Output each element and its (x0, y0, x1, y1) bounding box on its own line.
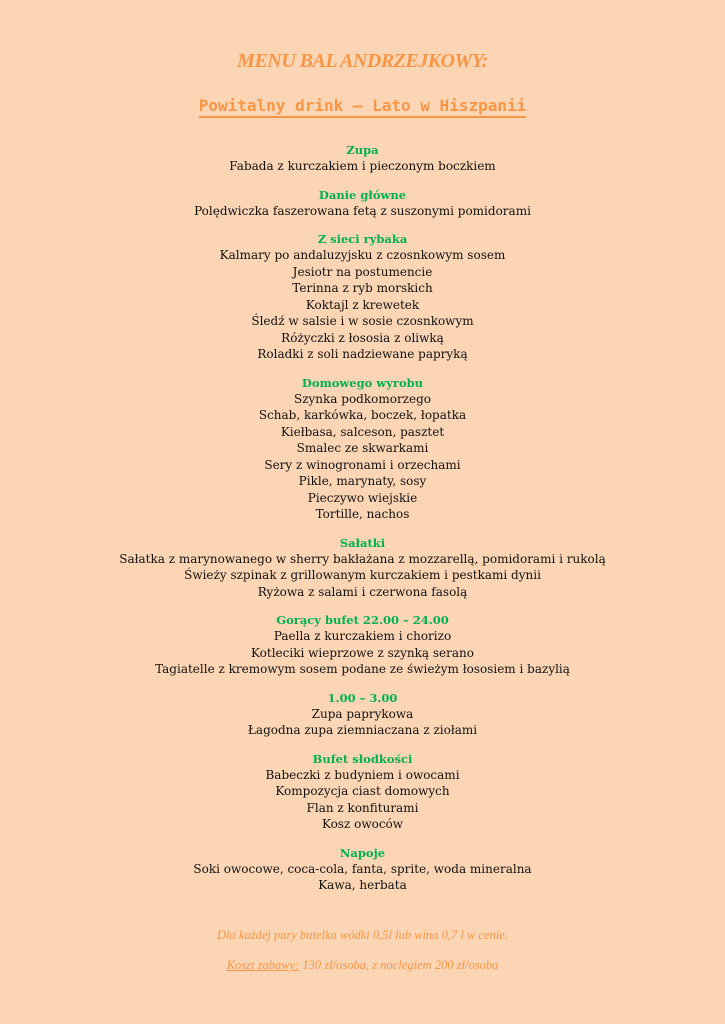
menu-item: Roladki z soli nadziewane papryką (257, 347, 468, 361)
menu-item: Tortille, nachos (315, 507, 410, 521)
menu-item: Soki owocowe, coca-cola, fanta, sprite, woda mineralna (193, 861, 532, 876)
menu-item: Smalec ze skwarkami (296, 441, 429, 455)
menu-section (0, 751, 725, 833)
section-title: 1.00 – 3.00 (327, 690, 398, 705)
menu-item: Flan z konfiturami (306, 800, 419, 815)
menu-item: Kiełbasa, salceson, pasztet (280, 424, 445, 439)
menu-item: Szynka podkomorzego (293, 391, 432, 406)
section-title: Domowego wyrobu (301, 375, 424, 390)
menu-item: Tagiatelle z kremowym sosem podane ze świeżym łososiem i bazylią (155, 662, 570, 676)
menu-item: Świeży szpinak z grillowanym kurczakiem i pestkami dynii (184, 568, 541, 582)
menu-item: Fabada z kurczakiem i pieczonym boczkiem (229, 159, 496, 173)
cost-label: Koszt zabawy: (226, 958, 300, 972)
cost-value: 130 zł/osoba, z noclegiem 200 zł/osoba (299, 958, 499, 972)
menu-item: Babeczki z budyniem i owocami (265, 767, 460, 782)
menu-item: Polędwiczka faszerowana fetą z suszonymi pomidorami (194, 203, 531, 218)
menu-section (0, 231, 725, 363)
welcome-drink (0, 96, 725, 115)
menu-item: Kosz owoców (321, 817, 404, 831)
menu-sections (0, 142, 725, 906)
menu-item: Paella z kurczakiem i chorizo (273, 629, 452, 643)
section-title: Napoje (339, 845, 386, 860)
menu-section (0, 375, 725, 523)
menu-section (0, 535, 725, 601)
menu-section (0, 845, 725, 894)
section-title: Danie główne (318, 187, 407, 202)
cost-note (0, 958, 725, 973)
menu-item: Pikle, marynaty, sosy (298, 474, 427, 488)
menu-item: Sałatka z marynowanego w sherry bakłażana z mozzarellą, pomidorami i rukolą (119, 551, 606, 566)
menu-item: Zupa paprykowa (311, 706, 414, 721)
section-title: Sałatki (339, 535, 386, 550)
menu-item: Terinna z ryb morskich (292, 281, 433, 295)
menu-item: Różyczki z łososia z oliwką (281, 330, 444, 345)
section-title: Zupa (346, 143, 379, 157)
menu-section (0, 187, 725, 220)
section-title: Gorący bufet 22.00 – 24.00 (276, 613, 449, 627)
menu-item: Schab, karkówka, boczek, łopatka (258, 408, 467, 422)
menu-section (0, 612, 725, 678)
section-title: Z sieci rybaka (317, 232, 408, 246)
bottle-note: Dla każdej pary butelka wódki 0,5l lub wina 0,7 l w cenie. (217, 928, 508, 942)
menu-section (0, 690, 725, 739)
menu-item: Jesiotr na postumencie (292, 264, 433, 279)
menu-title: MENU BAL ANDRZEJKOWY: (237, 50, 488, 72)
menu-item: Koktajl z krewetek (305, 297, 420, 312)
menu-item: Kalmary po andaluzyjsku z czosnkowym sosem (219, 248, 506, 262)
menu-item: Pieczywo wiejskie (307, 490, 418, 505)
menu-section (0, 142, 725, 175)
menu-item: Śledź w salsie i w sosie czosnkowym (251, 314, 474, 328)
section-title: Bufet słodkości (312, 751, 413, 766)
menu-item: Kawa, herbata (318, 878, 407, 892)
menu-item: Ryżowa z salami i czerwona fasolą (257, 584, 468, 599)
menu-item: Łagodna zupa ziemniaczana z ziołami (247, 723, 478, 737)
menu-item: Kotleciki wieprzowe z szynką serano (251, 645, 474, 660)
menu-item: Kompozycja ciast domowych (275, 784, 450, 798)
welcome-drink-text: Powitalny drink – Lato w Hiszpanii (199, 96, 527, 118)
menu-item: Sery z winogronami i orzechami (264, 457, 461, 472)
